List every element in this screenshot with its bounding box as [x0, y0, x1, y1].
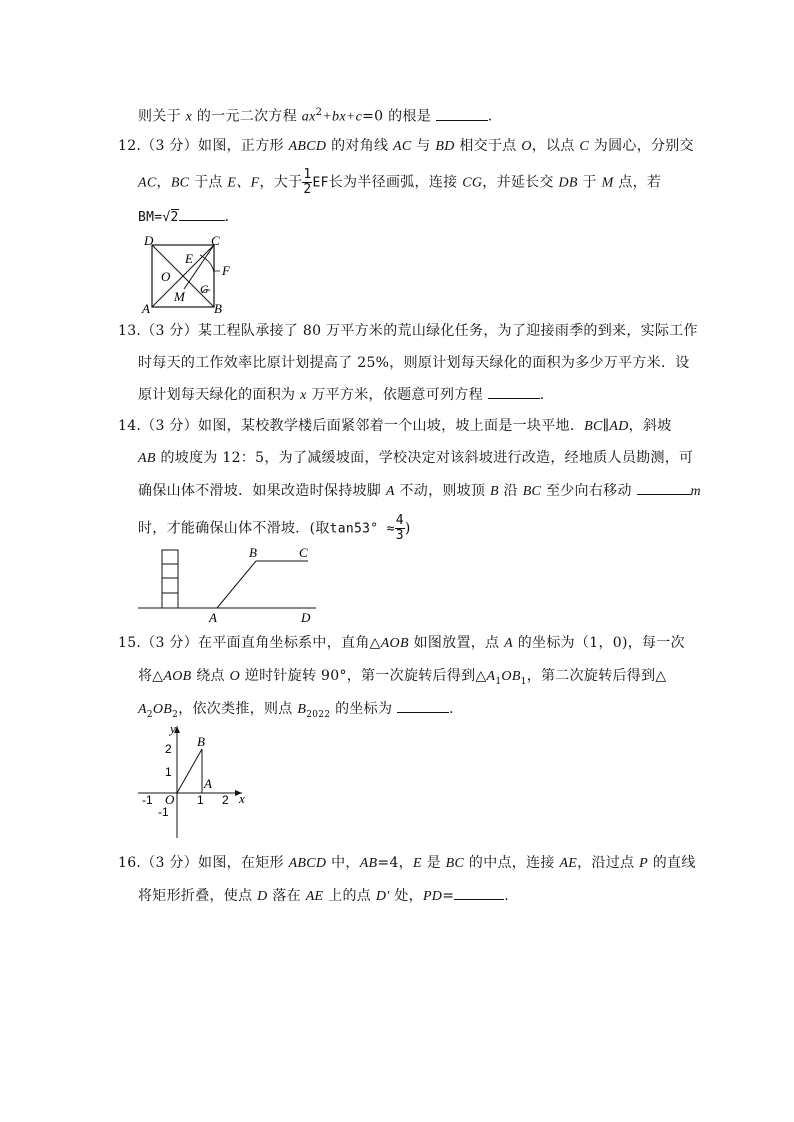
slope-ab [217, 561, 256, 608]
q15-text: 的坐标为 [330, 701, 398, 717]
q14-line-3 [138, 480, 701, 502]
q14-text: 时，才能确保山体不滑坡．(取 [138, 520, 330, 537]
q11-eq: ax [301, 109, 316, 125]
q12-var: AC [138, 175, 157, 191]
q12-var: AC [393, 139, 412, 154]
tick-x-neg1: -1 [142, 793, 153, 807]
q12-number: 12.（3 分）如图，正方形 [118, 138, 289, 154]
q16-text: 的直线 [647, 855, 696, 871]
q15-var: OB [501, 669, 521, 684]
q16-var: D′ [375, 889, 390, 904]
label-a: A [204, 776, 212, 791]
q12-text: ，大于 [259, 174, 303, 191]
q16-var: BC [445, 856, 465, 871]
q12-text: 点，若 [613, 174, 662, 191]
q12-period: . [224, 209, 230, 225]
q14-tan: tan53° [329, 521, 379, 537]
q15-text: 的坐标为（1，0)，每一次 [512, 635, 685, 651]
q12-var: C [579, 139, 590, 154]
q12-square-figure [140, 233, 240, 315]
q15-text: 绕点 [191, 668, 230, 684]
q14-var: AB [138, 451, 156, 466]
q15-sub: 1 [495, 676, 502, 687]
q11-text: =0 的根是 [362, 108, 436, 125]
q16-text: 处， [389, 888, 423, 904]
fraction-numerator: 4 [395, 513, 404, 528]
q11-var: x [185, 109, 193, 125]
arc-ef [200, 255, 214, 275]
q14-answer-blank[interactable] [637, 480, 691, 495]
q15-text: ，依次类推，则点 [178, 701, 298, 717]
q14-line-4 [138, 514, 411, 543]
q12-text: 相交于点 [454, 138, 522, 154]
q15-line-3 [138, 698, 454, 725]
label-b: B [214, 301, 222, 315]
q12-text: 长为半径画弧，连接 [328, 174, 463, 191]
q12-line-1 [118, 136, 694, 157]
q12-bm: BM= [138, 210, 163, 225]
q15-var: AOB [380, 636, 409, 651]
q16-text: 落在 [267, 888, 306, 904]
label-c: C [211, 233, 220, 248]
q14-text: 至少向右移动 [541, 483, 637, 499]
label-o: O [161, 269, 171, 284]
q12-var: BC [170, 175, 190, 191]
q16-text: = [442, 888, 455, 904]
label-b: B [249, 545, 257, 560]
q14-var: A [385, 484, 395, 499]
q13-text: 万平方米，依题意可列方程 [306, 387, 488, 403]
q15-answer-blank[interactable] [397, 698, 449, 713]
q15-sub: 1 [520, 676, 527, 687]
q16-var: AB [359, 856, 378, 871]
q12-var: O [521, 139, 532, 154]
label-d: D [301, 610, 311, 625]
label-a: A [209, 610, 217, 625]
q16-text: 是 [421, 855, 446, 871]
q16-var: D [257, 889, 268, 904]
label-a: A [142, 301, 150, 315]
q12-text: 于点 [189, 174, 228, 191]
label-x: x [239, 791, 245, 806]
q12-var: CG [462, 175, 483, 191]
q12-var: ABCD [288, 139, 327, 154]
q14-unit: m [690, 484, 701, 499]
q15-var: A [486, 669, 496, 684]
tick-x-2: 2 [222, 793, 229, 807]
q14-line-2 [138, 448, 693, 469]
q12-text: 为圆心，分别交 [589, 138, 694, 154]
tick-x-1: 1 [197, 793, 204, 807]
q16-var: P [639, 856, 648, 871]
q13-line-3 [138, 384, 544, 406]
label-y: y [170, 722, 176, 736]
q14-text: 确保山体不滑坡．如果改造时保持坡脚 [138, 483, 386, 499]
q12-text: ， [156, 174, 171, 191]
q12-var: E、F [227, 175, 260, 191]
q16-answer-blank[interactable] [454, 885, 504, 900]
q14-text: ) [404, 520, 411, 537]
label-d: D [144, 233, 154, 248]
q14-fraction [395, 514, 405, 543]
q11-exp: 2 [315, 107, 323, 118]
q14-approx: ≈ [378, 521, 395, 537]
q16-var: AE [559, 856, 578, 871]
label-m: M [174, 289, 185, 304]
tick-y-neg1: -1 [158, 805, 169, 819]
q14-line-1 [118, 416, 672, 437]
q11-text: 的一元二次方程 [192, 108, 302, 125]
tick-y-2: 2 [165, 742, 172, 756]
q15-period: . [449, 701, 454, 717]
label-o: O [165, 792, 175, 807]
label-e: E [185, 251, 193, 266]
q14-text: 14.（3 分）如图，某校教学楼后面紧邻着一个山坡，坡上面是一块平地． [118, 418, 585, 434]
fraction-denominator: 3 [395, 528, 404, 543]
q15-var: O [229, 669, 241, 684]
q12-radicand: 2 [170, 210, 179, 225]
q16-period: . [504, 888, 510, 904]
q12-text: 的对角线 [326, 138, 394, 154]
q15-var: A [504, 636, 513, 651]
q12-text: ，并延长交 [482, 174, 559, 191]
q15-sub: 2022 [306, 709, 331, 720]
label-g: G [200, 282, 209, 296]
q16-var: E [412, 856, 422, 871]
q15-text: 如图放置，点 [408, 635, 505, 651]
q13-text: 原计划每天绿化的面积为 [138, 387, 301, 403]
q14-text: 的坡度为 12：5，为了减缓坡面，学校决定对该斜坡进行改造，经地质人员勘测，可 [155, 450, 694, 466]
q14-text: 不动，则坡顶 [394, 483, 491, 499]
building [162, 550, 178, 608]
q16-text: 的中点，连接 [464, 855, 560, 871]
q14-var: BC [584, 419, 603, 434]
fraction-denominator: 2 [303, 182, 312, 197]
q15-text: 将△ [138, 668, 164, 684]
q13-line-1: 13.（3 分）某工程队承接了 80 万平方米的荒山绿化任务，为了迎接雨季的到来，实际工作 [118, 323, 698, 339]
label-f: F [222, 263, 230, 278]
q16-text: 中， [326, 855, 360, 871]
q15-text: 15.（3 分）在平面直角坐标系中，直角△ [118, 635, 381, 651]
q11-answer-blank[interactable] [436, 106, 488, 121]
q15-text: ，第二次旋转后得到△ [526, 668, 667, 684]
q12-var: BD [435, 139, 455, 154]
q16-text: ，沿过点 [577, 855, 640, 871]
q12-text: ，以点 [531, 138, 580, 154]
q11-line [138, 103, 493, 128]
q16-var: AE [305, 889, 324, 904]
q11-period: . [487, 108, 493, 125]
q14-var: BC [522, 484, 542, 499]
parallel-symbol: ∥ [602, 418, 610, 434]
q14-text: ，斜坡 [628, 418, 672, 434]
q16-var: ABCD [288, 856, 327, 871]
q14-slope-figure [136, 540, 326, 626]
q16-var: PD [422, 889, 443, 904]
q15-sub: 2 [172, 709, 179, 720]
sqrt-symbol: √ [162, 210, 171, 225]
q15-line-1 [118, 633, 685, 654]
q12-line-3 [138, 206, 229, 228]
q12-line-2 [138, 168, 661, 197]
q16-text: =4， [377, 855, 413, 871]
q16-text: 16.（3 分）如图，在矩形 [118, 855, 289, 871]
q14-var: B [490, 484, 499, 499]
q12-var: M [601, 175, 614, 191]
q15-text: 逆时针旋转 90°，第一次旋转后得到△ [240, 668, 487, 684]
tick-y-1: 1 [165, 765, 172, 779]
q13-answer-blank[interactable] [488, 384, 540, 399]
q15-coordinate-figure [136, 722, 256, 842]
q16-line-2 [138, 885, 509, 907]
label-b: B [197, 734, 205, 749]
q12-text: 与 [411, 138, 436, 154]
q12-fraction [302, 168, 312, 197]
q12-var: DB [558, 175, 578, 191]
q12-answer-blank[interactable] [179, 206, 225, 221]
fraction-numerator: 1 [303, 167, 312, 182]
segment-ob [177, 749, 202, 793]
q15-sub: 2 [146, 709, 153, 720]
q11-text: 则关于 [138, 108, 186, 125]
q15-line-2 [138, 666, 666, 692]
q16-line-1 [118, 853, 696, 874]
q13-line-2: 时每天的工作效率比原计划提高了 25%，则原计划每天绿化的面积为多少万平方米．设 [138, 355, 690, 371]
q15-var: OB [152, 702, 173, 717]
q16-text: 将矩形折叠，使点 [138, 888, 258, 904]
q15-var: A [138, 702, 147, 717]
q14-var: AD [609, 419, 629, 434]
q13-var: x [300, 388, 307, 403]
q15-var: AOB [163, 669, 192, 684]
q15-var: B [297, 702, 307, 717]
q12-text: 于 [577, 174, 602, 191]
q12-var: EF [312, 175, 329, 191]
q16-text: 上的点 [323, 888, 376, 904]
q11-eq: +bx+c [322, 109, 363, 125]
q14-text: 沿 [498, 483, 523, 499]
label-c: C [299, 545, 308, 560]
q13-period: . [539, 387, 545, 403]
